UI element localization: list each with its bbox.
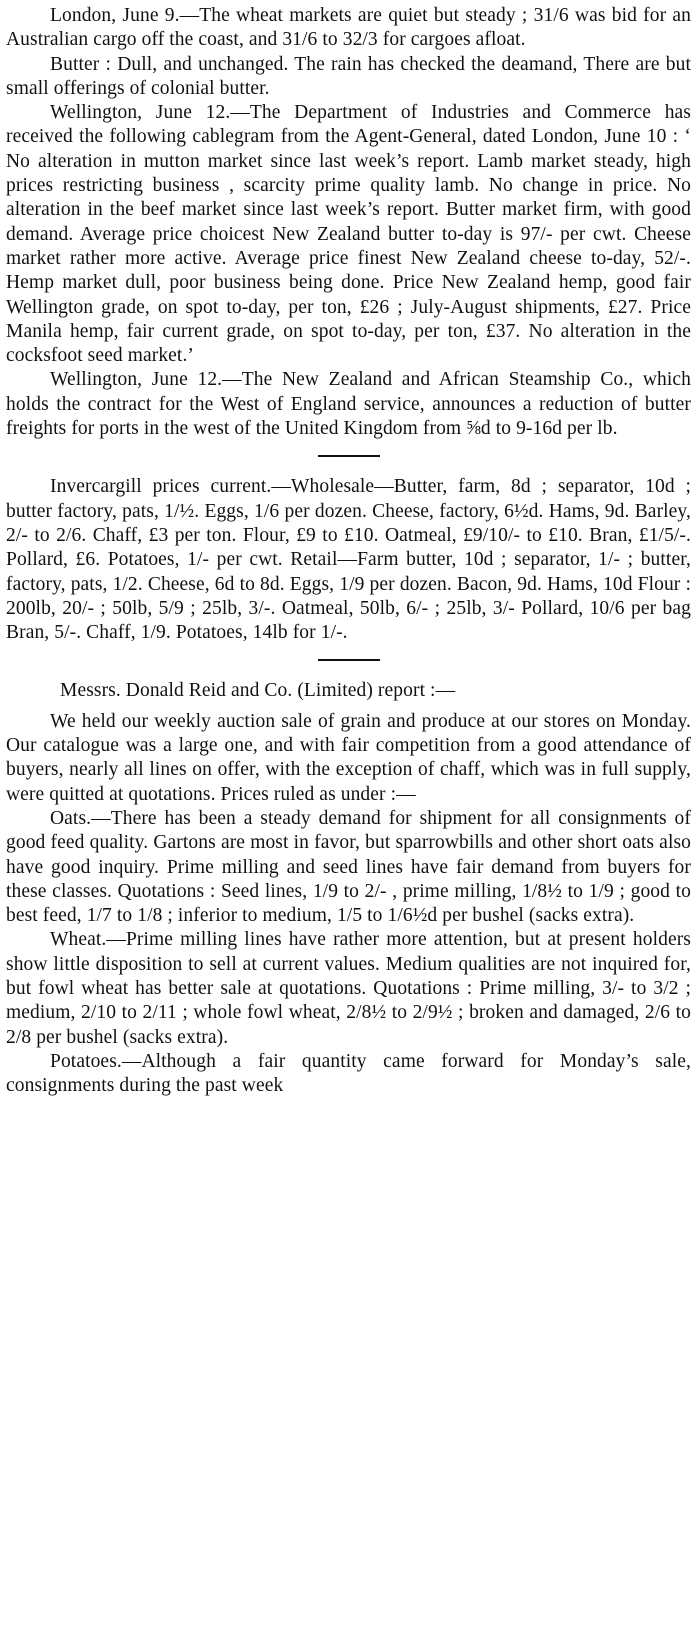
paragraph-london-wheat: London, June 9.—The wheat markets are quiet but steady ; 31/6 was bid for an Australian cargo off the coast, and 31/6 to 32/3 for cargoes afloat. bbox=[6, 5, 691, 51]
paragraph-butter: Butter : Dull, and unchanged. The rain has checked the deamand, There are but small offerings of colonial butter. bbox=[6, 53, 691, 99]
report-heading: Messrs. Donald Reid and Co. (Limited) report :— bbox=[60, 680, 456, 702]
paragraph-oats: Oats.—There has been a steady demand for shipment for all consignments of good feed quality. Gartons are most in favor, but sparrowbills and other short oats also have good inquiry. Prime milling and seed lines have fair demand from buyers for these classes. Quotations : Seed lines, 1/9 to 2/- , prime milling, 1/8½ to 1/9 ; good to best feed, 1/7 to 1/8 ; inferior to medium, 1/5 to 1/6½d per bushel (sacks extra). bbox=[6, 807, 691, 927]
section-divider bbox=[318, 659, 380, 661]
paragraph-wellington-cablegram: Wellington, June 12.—The Department of Industries and Commerce has received the following cablegram from the Agent-General, dated London, June 10 : ‘ No alteration in mutton market since last week’s report. Lamb market steady, high prices restricting business , scarcity prime quality lamb. No change in price. No alteration in the beef market since last week’s report. Butter market firm, with good demand. Average price choicest New Zealand butter to-day is 97/- per cwt. Cheese market rather more active. Average price finest New Zealand cheese to-day, 52/-. Hemp market dull, poor business being done. Price New Zealand hemp, good fair Wellington grade, on spot to-day, per ton, £26 ; July-August shipments, £27. Price Manila hemp, fair current grade, on spot to-day, per ton, £37. No alteration in the cocksfoot seed market.’ bbox=[6, 102, 691, 367]
paragraph-auction-sale: We held our weekly auction sale of grain and produce at our stores on Monday. Our catalogue was a large one, and with fair competition from a good attendance of buyers, nearly all lines on offer, with the exception of chaff, which was in full supply, were quitted at quotations. Prices ruled as under :— bbox=[6, 710, 691, 805]
paragraph-potatoes: Potatoes.—Although a fair quantity came forward for Monday’s sale, consignments during the past week bbox=[6, 1050, 691, 1097]
paragraph-wellington-steamship: Wellington, June 12.—The New Zealand and African Steamship Co., which holds the contract for the West of England service, announces a reduction of butter freights for ports in the west of the United Kingdom from ⅝d to 9-16d per lb. bbox=[6, 369, 691, 440]
paragraph-invercargill-prices: Invercargill prices current.—Wholesale—Butter, farm, 8d ; separator, 10d ; butter factory, pats, 1/½. Eggs, 1/6 per dozen. Cheese, factory, 6½d. Hams, 9d. Barley, 2/- to 2/6. Chaff, £3 per ton. Flour, £9 to £10. Oatmeal, £9/10/- to £10. Bran, £1/5/-. Pollard, £6. Potatoes, 1/- per cwt. Retail—Farm butter, 10d ; separator, 1/- ; butter, factory, pats, 1/2. Cheese, 6d to 8d. Eggs, 1/9 per dozen. Bacon, 9d. Hams, 10d Flour : 200lb, 20/- ; 50lb, 5/9 ; 25lb, 3/-. Oatmeal, 50lb, 6/- ; 25lb, 3/- Pollard, 10/6 per bag Bran, 5/-. Chaff, 1/9. Potatoes, 14lb for 1/-. bbox=[6, 476, 691, 644]
section-divider bbox=[318, 455, 380, 457]
paragraph-wheat: Wheat.—Prime milling lines have rather more attention, but at present holders show little disposition to sell at current values. Medium qualities are not inquired for, but fowl wheat has better sale at quotations. Quotations : Prime milling, 3/- to 3/2 ; medium, 2/10 to 2/11 ; whole fowl wheat, 2/8½ to 2/9½ ; broken and damaged, 2/6 to 2/8 per bushel (sacks extra). bbox=[6, 929, 691, 1048]
